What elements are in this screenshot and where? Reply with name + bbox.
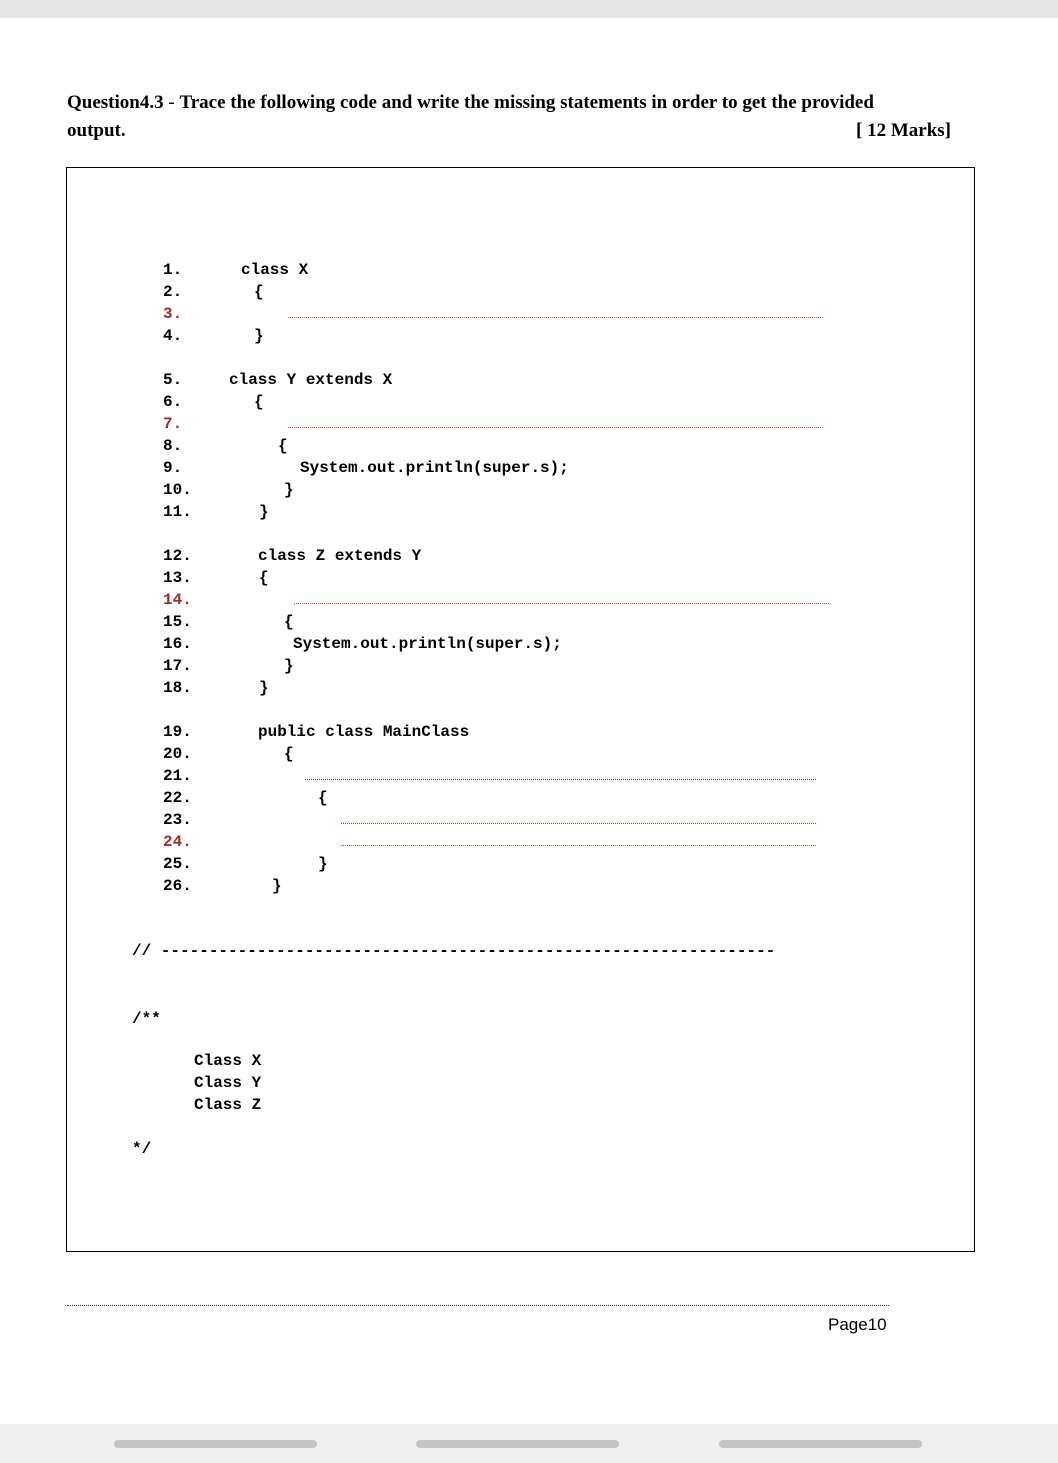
top-bar bbox=[0, 0, 1058, 26]
answer-blank-line-14[interactable] bbox=[294, 603, 829, 604]
code-text: { bbox=[318, 789, 328, 807]
answer-blank-line-24[interactable] bbox=[341, 845, 816, 846]
code-text: System.out.println(super.s); bbox=[300, 459, 569, 477]
code-text: } bbox=[254, 327, 264, 345]
scroll-indicator-2[interactable] bbox=[416, 1440, 619, 1448]
line-number: 20. bbox=[163, 745, 192, 763]
line-number: 23. bbox=[163, 811, 192, 829]
line-number: 17. bbox=[163, 657, 192, 675]
code-text: } bbox=[284, 657, 294, 675]
line-number: 19. bbox=[163, 723, 192, 741]
line-number: 12. bbox=[163, 547, 192, 565]
code-text: class X bbox=[241, 261, 309, 279]
footer-divider bbox=[67, 1305, 889, 1306]
question-text-2: output. bbox=[67, 120, 126, 141]
separator-comment: // ---------------------------------------------------------------- bbox=[132, 942, 776, 960]
line-number: 21. bbox=[163, 767, 192, 785]
answer-blank-line-23[interactable] bbox=[341, 823, 816, 824]
question-separator: - bbox=[163, 92, 180, 113]
line-number-highlight: 14. bbox=[163, 591, 192, 609]
scroll-indicator-1[interactable] bbox=[114, 1440, 317, 1448]
output-line: Class Y bbox=[194, 1074, 262, 1092]
code-text: { bbox=[278, 437, 288, 455]
question-text-1: Trace the following code and write the missing statements in order to get the provided bbox=[179, 92, 874, 113]
line-number: 22. bbox=[163, 789, 192, 807]
answer-blank-line-21[interactable] bbox=[305, 779, 816, 780]
comment-close: */ bbox=[132, 1140, 152, 1158]
line-number: 8. bbox=[163, 437, 183, 455]
code-text: } bbox=[259, 503, 269, 521]
line-number: 15. bbox=[163, 613, 192, 631]
code-text: { bbox=[284, 613, 294, 631]
code-text: { bbox=[259, 569, 269, 587]
answer-blank-line-3[interactable] bbox=[288, 317, 823, 318]
question-number: Question4.3 bbox=[67, 92, 164, 113]
page-number: Page10 bbox=[828, 1315, 887, 1334]
code-text: { bbox=[284, 745, 294, 763]
line-number: 1. bbox=[163, 261, 183, 279]
scroll-indicator-3[interactable] bbox=[719, 1440, 922, 1448]
line-number: 9. bbox=[163, 459, 183, 477]
question-line-1 bbox=[67, 92, 874, 114]
line-number: 4. bbox=[163, 327, 183, 345]
line-number: 11. bbox=[163, 503, 192, 521]
line-number: 6. bbox=[163, 393, 183, 411]
answer-blank-line-7[interactable] bbox=[288, 427, 823, 428]
code-text: { bbox=[254, 393, 264, 411]
code-text: } bbox=[318, 855, 328, 873]
line-number: 26. bbox=[163, 877, 192, 895]
line-number: 25. bbox=[163, 855, 192, 873]
line-number: 18. bbox=[163, 679, 192, 697]
comment-open: /** bbox=[132, 1010, 161, 1028]
line-number: 16. bbox=[163, 635, 192, 653]
bottom-scroll-bar bbox=[0, 1424, 1058, 1463]
code-text: } bbox=[259, 679, 269, 697]
line-number-highlight: 24. bbox=[163, 833, 192, 851]
code-text: class Y extends X bbox=[229, 371, 393, 389]
line-number: 5. bbox=[163, 371, 183, 389]
code-text: } bbox=[272, 877, 282, 895]
line-number: 13. bbox=[163, 569, 192, 587]
line-number: 2. bbox=[163, 283, 183, 301]
line-number-highlight: 3. bbox=[163, 305, 183, 323]
code-text: { bbox=[254, 283, 264, 301]
code-text: public class MainClass bbox=[258, 723, 470, 741]
line-number: 10. bbox=[163, 481, 192, 499]
code-text: } bbox=[284, 481, 294, 499]
line-number-highlight: 7. bbox=[163, 415, 183, 433]
output-line: Class Z bbox=[194, 1096, 262, 1114]
code-text: class Z extends Y bbox=[258, 547, 422, 565]
question-marks: [ 12 Marks] bbox=[856, 120, 951, 141]
code-text: System.out.println(super.s); bbox=[293, 635, 562, 653]
output-line: Class X bbox=[194, 1052, 262, 1070]
